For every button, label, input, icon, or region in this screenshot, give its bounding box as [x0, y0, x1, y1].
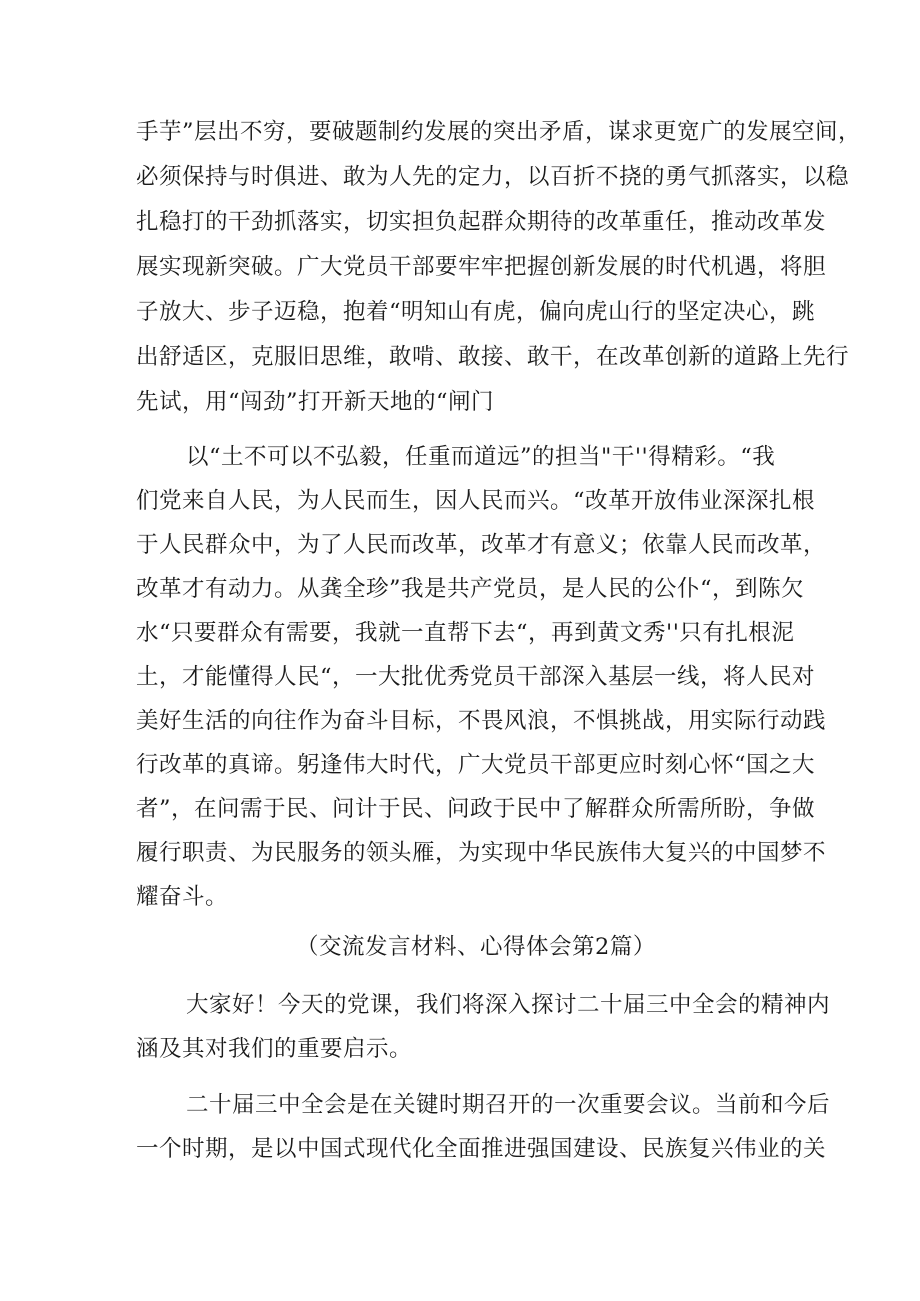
- paragraph-4-line-1: 二十届三中全会是在关键时期召开的一次重要会议。当前和今后: [186, 1092, 831, 1118]
- paragraph-2-line-7: 美好生活的向往作为奋斗目标，不畏风浪，不惧挑战，用实际行动践: [136, 708, 827, 734]
- paragraph-2-line-8: 行改革的真谛。躬逢伟大时代，广大党员干部更应时刻心怀“国之大: [136, 752, 816, 778]
- paragraph-2-line-11: 耀奋斗。: [136, 884, 229, 910]
- paragraph-1-line-2: 必须保持与时俱进、敢为人先的定力，以百折不挠的勇气抓落实，以稳: [136, 164, 850, 190]
- paragraph-2-line-3: 于人民群众中，为了人民而改革，改革才有意义；依靠人民而改革，: [136, 532, 827, 558]
- paragraph-2-line-10: 履行职责、为民服务的领头雁，为实现中华民族伟大复兴的中国梦不: [136, 840, 827, 866]
- paragraph-1-line-1: 手芋”层出不穷，要破题制约发展的突出矛盾，谋求更宽广的发展空间，: [136, 119, 862, 145]
- paragraph-3-line-2: 涵及其对我们的重要启示。: [136, 1036, 413, 1062]
- paragraph-2-line-2: 们党来自人民，为人民而生，因人民而兴。“改革开放伟业深深扎根: [136, 488, 816, 514]
- paragraph-2-line-6: 土，才能懂得人民“，一大批优秀党员干部深入基层一线，将人民对: [136, 664, 816, 690]
- paragraph-1-line-6: 出舒适区，克服旧思维，敢啃、敢接、敢干，在改革创新的道路上先行: [136, 344, 850, 370]
- paragraph-2-line-5: 水“只要群众有需要，我就一直帮下去“，再到黄文秀''只有扎根泥: [136, 620, 795, 646]
- paragraph-4-line-2: 一个时期，是以中国式现代化全面推进强国建设、民族复兴伟业的关: [136, 1136, 827, 1162]
- paragraph-1-line-3: 扎稳打的干劲抓落实，切实担负起群众期待的改革重任，推动改革发: [136, 209, 827, 235]
- paragraph-1-line-5: 子放大、步子迈稳，抱着“明知山有虎，偏向虎山行的坚定决心，跳: [136, 299, 816, 325]
- section-heading: （交流发言材料、心得体会第2篇）: [296, 934, 656, 960]
- paragraph-2-line-4: 改革才有动力。从龚全珍”我是共产党员，是人民的公仆“，到陈欠: [136, 576, 805, 602]
- paragraph-1-line-4: 展实现新突破。广大党员干部要牢牢把握创新发展的时代机遇，将胆: [136, 254, 827, 280]
- paragraph-3-line-1: 大家好！今天的党课，我们将深入探讨二十届三中全会的精神内: [186, 992, 831, 1018]
- paragraph-2-line-9: 者”，在问需于民、问计于民、问政于民中了解群众所需所盼，争做: [136, 796, 816, 822]
- paragraph-1-line-7: 先试，用“闯劲”打开新天地的“闸门: [136, 389, 495, 415]
- paragraph-2-line-1: 以“土不可以不弘毅，任重而道远”的担当"干''得精彩。“我: [186, 444, 776, 470]
